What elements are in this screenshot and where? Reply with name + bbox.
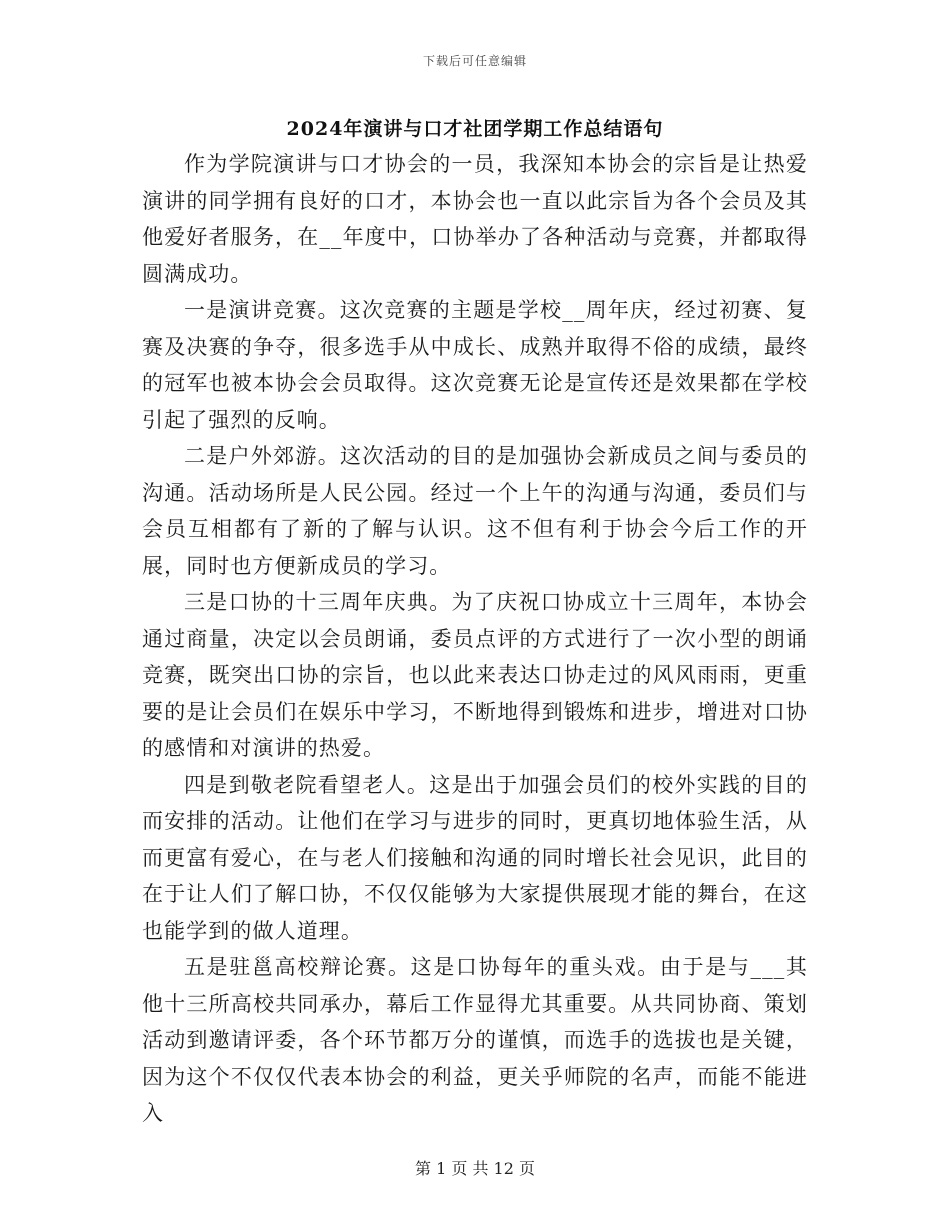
paragraph-anniversary: 三是口协的十三周年庆典。为了庆祝口协成立十三周年，本协会通过商量，决定以会员朗诵，委员点评的方式进行了一次小型的朗诵竞赛，既突出口协的宗旨，也以此来表达口协走过的风风雨雨，更重要的是让会员们在娱乐中学习，不断地得到锻炼和进步，增进对口协的感情和对演讲的热爱。 xyxy=(142,590,808,760)
paragraph-intro: 作为学院演讲与口才协会的一员，我深知本协会的宗旨是让热爱演讲的同学拥有良好的口才，本协会也一直以此宗旨为各个会员及其他爱好者服务，在__年度中，口协举办了各种活动与竞赛，并都取得圆满成功。 xyxy=(142,152,808,286)
paragraph-outing: 二是户外郊游。这次活动的目的是加强协会新成员之间与委员的沟通。活动场所是人民公园。经过一个上午的沟通与沟通，委员们与会员互相都有了新的了解与认识。这不但有利于协会今后工作的开展，同时也方便新成员的学习。 xyxy=(142,444,808,578)
paragraph-nursing-home: 四是到敬老院看望老人。这是出于加强会员们的校外实践的目的而安排的活动。让他们在学习与进步的同时，更真切地体验生活，从而更富有爱心，在与老人们接触和沟通的同时增长社会见识，此目的在于让人们了解口协，不仅仅能够为大家提供展现才能的舞台，在这也能学到的做人道理。 xyxy=(142,772,808,943)
document-title: 2024年演讲与口才社团学期工作总结语句 xyxy=(286,118,664,140)
paragraph-speech-contest: 一是演讲竞赛。这次竞赛的主题是学校__周年庆，经过初赛、复赛及决赛的争夺，很多选手从中成长、成熟并取得不俗的成绩，最终的冠军也被本协会会员取得。这次竞赛无论是宣传还是效果都在学校引起了强烈的反响。 xyxy=(142,298,808,432)
page-footer: 第 1 页 共 12 页 xyxy=(415,1159,535,1178)
header-note: 下载后可任意编辑 xyxy=(422,54,527,68)
paragraph-debate: 五是驻邕高校辩论赛。这是口协每年的重头戏。由于是与___其他十三所高校共同承办，幕后工作显得尤其重要。从共同协商、策划活动到邀请评委，各个环节都万分的谨慎，而选手的选拔也是关键，因为这个不仅仅代表本协会的利益，更关乎师院的名声，而能不能进入 xyxy=(142,955,808,1125)
document-body xyxy=(142,146,808,1132)
